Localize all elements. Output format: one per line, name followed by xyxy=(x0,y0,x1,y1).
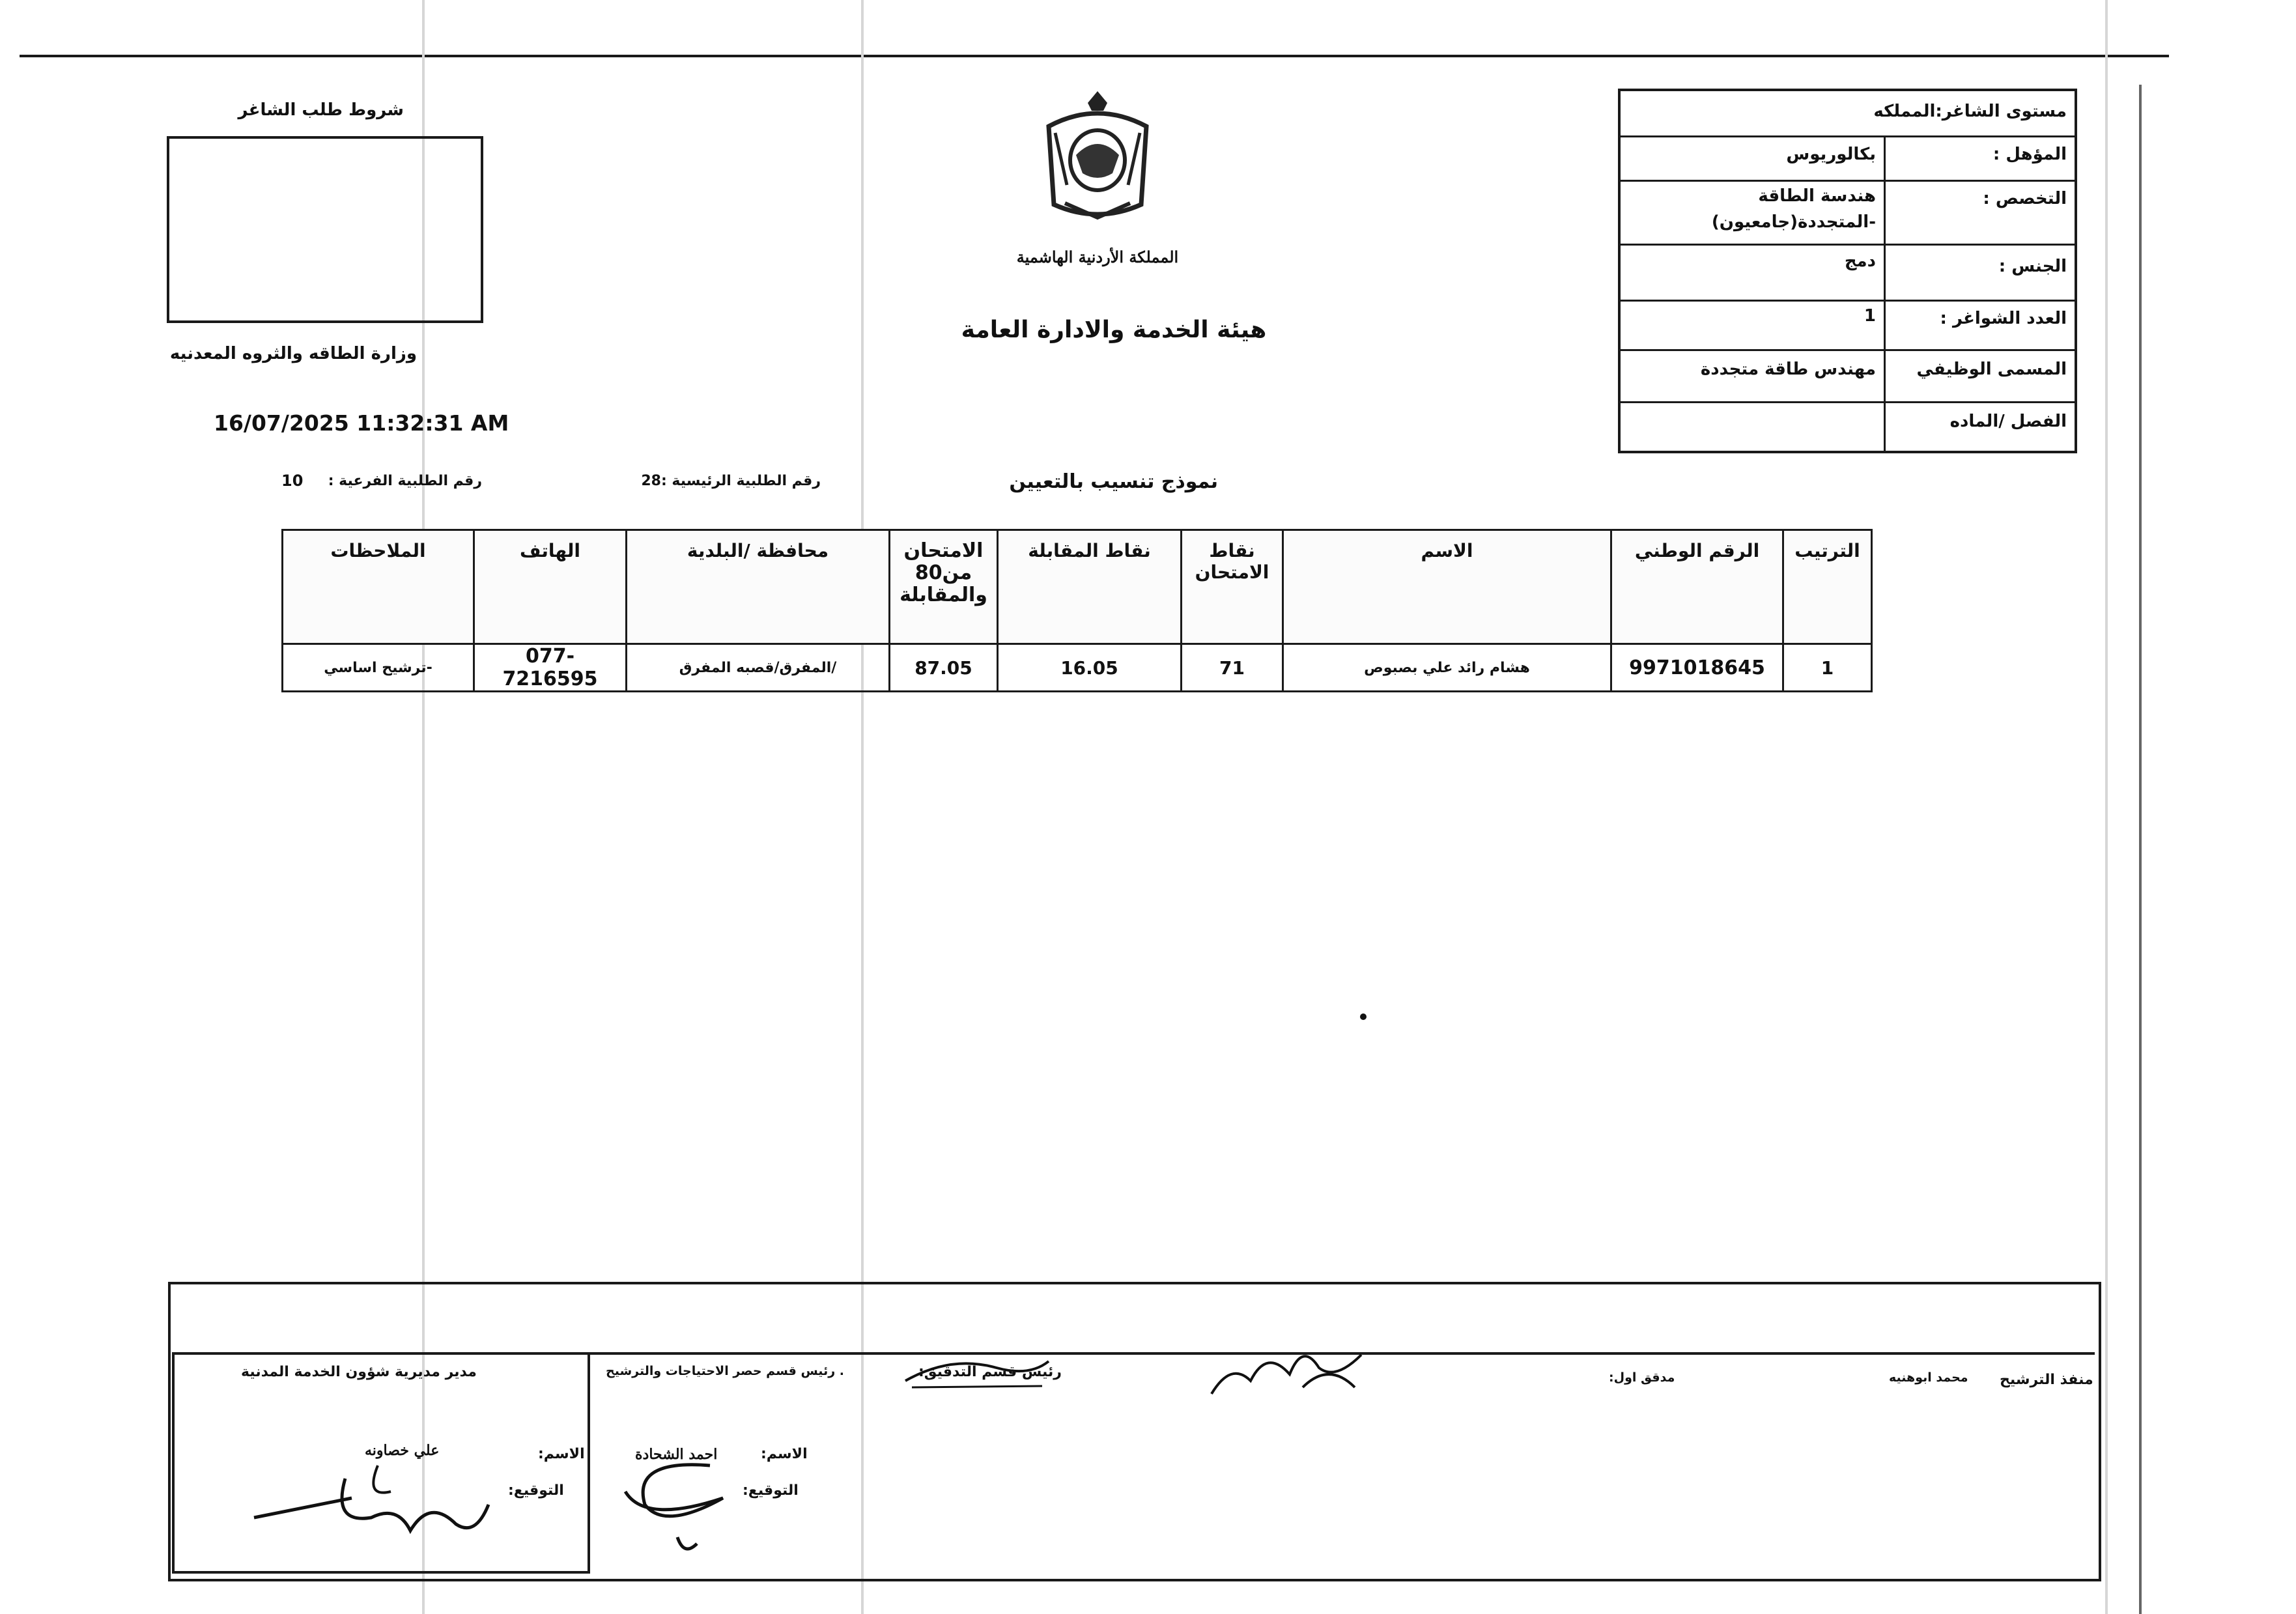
agency-title: هيئة الخدمة والادارة العامة xyxy=(961,317,1267,343)
form-title: نموذج تنسيب بالتعيين xyxy=(1009,470,1218,493)
vacancies-value: 1 xyxy=(1864,306,1876,326)
vacancies-label: العدد الشواغر : xyxy=(1940,309,2067,328)
nomination-executor-name: محمد ابوهنيه xyxy=(1889,1370,1968,1385)
sub-request-value: 10 xyxy=(281,472,304,490)
cell-exam-points: 71 xyxy=(1182,644,1283,692)
signature-label-2: التوقيع: xyxy=(508,1482,564,1499)
name-label-2: الاسم: xyxy=(538,1446,585,1462)
specialization-value-line-2: -المتجددة(جامعيون) xyxy=(1711,212,1876,232)
header-phone: الهاتف xyxy=(474,530,627,644)
specialization-label: التخصص : xyxy=(1983,189,2067,208)
table-row xyxy=(283,644,1872,692)
stray-dot xyxy=(1360,1013,1367,1020)
cell-notes: -ترشيح اساسي xyxy=(283,644,474,692)
coat-of-arms-icon xyxy=(1036,87,1159,231)
cell-phone: 077-7216595 xyxy=(474,644,627,692)
info-row-specialization xyxy=(1621,180,2075,182)
cell-interview-points: 16.05 xyxy=(998,644,1182,692)
nomination-executor-label: منفذ الترشيح xyxy=(2000,1372,2093,1388)
first-auditor-label: مدقق اول: xyxy=(1609,1370,1675,1385)
sub-request-label: رقم الطلبية الفرعية : xyxy=(328,473,482,489)
top-scan-border xyxy=(20,55,2169,57)
signature-auditor xyxy=(899,1348,1055,1394)
signature-2 xyxy=(248,1452,508,1550)
vacancy-conditions-label: شروط طلب الشاغر xyxy=(238,100,404,120)
header-name: الاسم xyxy=(1283,530,1611,644)
name-value-1: احمد الشحادة xyxy=(635,1446,718,1463)
header-rank: الترتيب xyxy=(1783,530,1872,644)
qualification-value: بكالوريوس xyxy=(1786,145,1876,164)
chapter-label: الفصل /الماده xyxy=(1949,412,2067,431)
info-row-vacancies xyxy=(1621,300,2075,302)
info-row-job-title xyxy=(1621,349,2075,351)
gender-label: الجنس : xyxy=(1998,257,2067,276)
info-row-gender xyxy=(1621,244,2075,246)
emblem-caption: المملكة الأردنية الهاشمية xyxy=(1016,248,1179,266)
qualification-label: المؤهل : xyxy=(1992,145,2067,164)
name-value-2: علي خصاونه xyxy=(365,1442,440,1459)
cell-total: 87.05 xyxy=(890,644,998,692)
job-title-value: مهندس طاقة متجددة xyxy=(1700,360,1876,379)
table-header-row xyxy=(283,530,1872,644)
header-interview-points: نقاط المقابلة xyxy=(998,530,1182,644)
vacancy-info-box xyxy=(1618,89,2077,453)
signature-1 xyxy=(606,1452,775,1563)
ministry-name: وزارة الطاقه والثروه المعدنيه xyxy=(169,344,417,363)
right-scan-border xyxy=(2139,85,2142,1614)
main-request-number: رقم الطلبية الرئيسية :28 xyxy=(641,473,821,489)
name-label-1: الاسم: xyxy=(761,1446,808,1462)
civil-service-director-title: مدير مديرية شؤون الخدمة المدنية xyxy=(241,1364,477,1380)
vacancy-level: مستوى الشاغر:المملكه xyxy=(1873,102,2067,121)
cell-governorate: /المفرق/قصبه المفرق xyxy=(627,644,890,692)
cell-rank: 1 xyxy=(1783,644,1872,692)
job-title-label: المسمى الوظيفي xyxy=(1916,360,2067,379)
header-total-line-1: الامتحان xyxy=(903,539,984,562)
fold-line-right xyxy=(2105,0,2108,1614)
header-total-line-2: من80 xyxy=(914,561,972,584)
info-row-chapter xyxy=(1621,401,2075,403)
photo-box xyxy=(167,136,483,323)
candidates-table xyxy=(281,529,1873,692)
header-governorate: محافظة /البلدية xyxy=(627,530,890,644)
info-row-qualification xyxy=(1621,135,2075,137)
header-total xyxy=(890,530,998,644)
signature-label-1: التوقيع: xyxy=(743,1482,799,1499)
header-total-line-3: والمقابلة xyxy=(900,584,987,606)
header-exam-points: نقاط الامتحان xyxy=(1182,530,1283,644)
info-divider xyxy=(1884,137,1886,451)
specialization-value-line-1: هندسة الطاقة xyxy=(1758,186,1876,206)
cell-national-id: 9971018645 xyxy=(1611,644,1783,692)
signature-first-auditor xyxy=(1205,1335,1374,1407)
header-national-id: الرقم الوطني xyxy=(1611,530,1783,644)
gender-value: دمج xyxy=(1844,251,1876,271)
header-notes: الملاحظات xyxy=(283,530,474,644)
timestamp: 16/07/2025 11:32:31 AM xyxy=(214,410,509,436)
needs-dept-head-label: . رئيس قسم حصر الاحتياجات والترشيح xyxy=(606,1364,844,1378)
audit-head-label: رئيس قسم التدقيق: xyxy=(918,1364,1062,1380)
cell-name: هشام رائد علي بصبوص xyxy=(1283,644,1611,692)
